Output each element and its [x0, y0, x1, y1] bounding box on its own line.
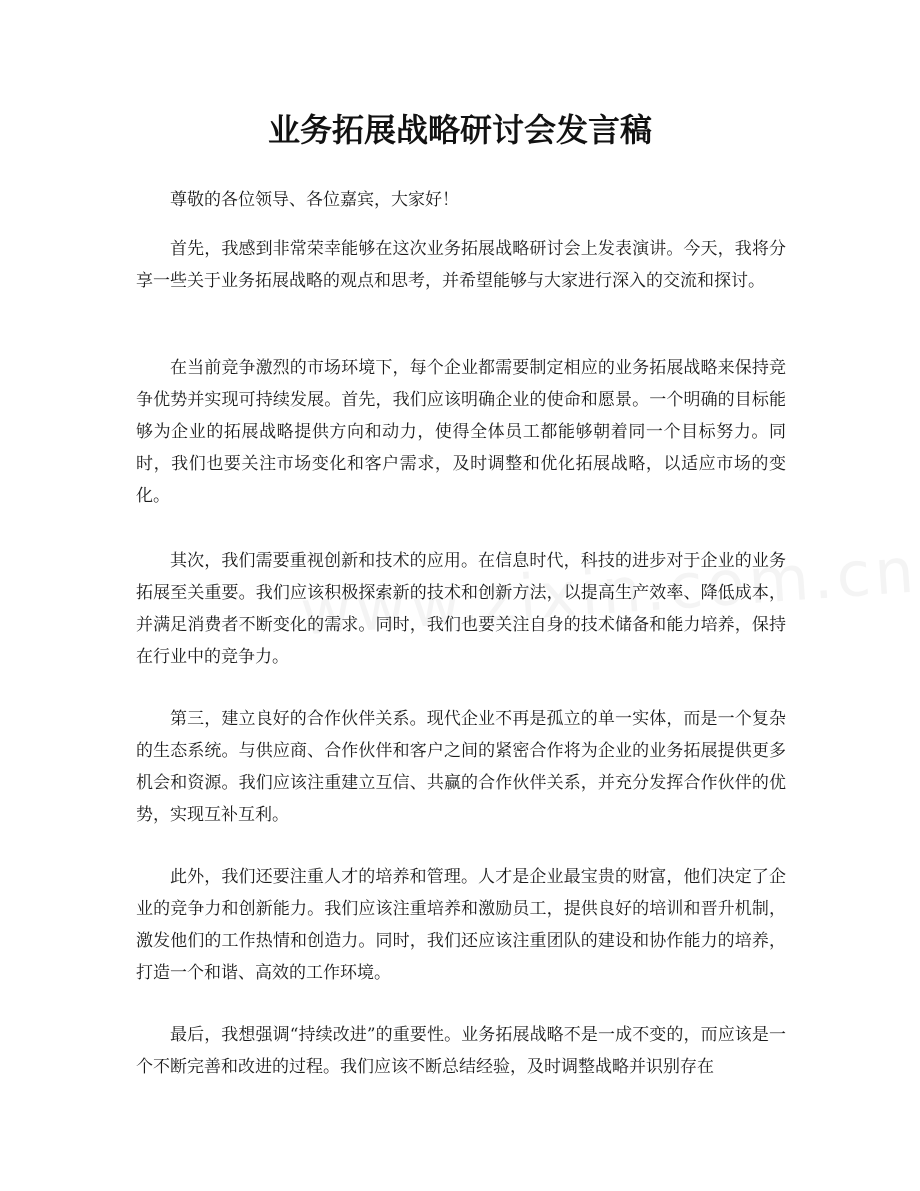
document-title: 业务拓展战略研讨会发言稿 [267, 111, 652, 149]
paragraph-2: 在当前竞争激烈的市场环境下，每个企业都需要制定相应的业务拓展战略来保持竞争优势并实现可持续发展。首先，我们应该明确企业的使命和愿景。一个明确的目标能够为企业的拓展战略提供方向和动力，使得全体员工都能够朝着同一个目标努力。同时，我们也要关注市场变化和客户需求，及时调整和优化拓展战略，以适应市场的变化。 [136, 358, 786, 506]
paragraph-4: 第三，建立良好的合作伙伴关系。现代企业不再是孤立的单一实体，而是一个复杂的生态系统。与供应商、合作伙伴和客户之间的紧密合作将为企业的业务拓展提供更多机会和资源。我们应该注重建立互信、共赢的合作伙伴关系，并充分发挥合作伙伴的优势，实现互补互利。 [136, 709, 786, 825]
paragraph-5: 此外，我们还要注重人才的培养和管理。人才是企业最宝贵的财富，他们决定了企业的竞争力和创新能力。我们应该注重培养和激励员工，提供良好的培训和晋升机制，激发他们的工作热情和创造力。同时，我们还应该注重团队的建设和协作能力的培养，打造一个和谐、高效的工作环境。 [136, 867, 786, 983]
paragraph-6: 最后，我想强调“持续改进”的重要性。业务拓展战略不是一成不变的，而应该是一个不断完善和改进的过程。我们应该不断总结经验，及时调整战略并识别存在 [136, 1025, 786, 1077]
greeting-paragraph: 尊敬的各位领导、各位嘉宾，大家好！ [170, 190, 459, 210]
paragraph-1: 首先，我感到非常荣幸能够在这次业务拓展战略研讨会上发表演讲。今天，我将分享一些关于业务拓展战略的观点和思考，并希望能够与大家进行深入的交流和探讨。 [136, 239, 786, 291]
paragraph-3: 其次，我们需要重视创新和技术的应用。在信息时代，科技的进步对于企业的业务拓展至关重要。我们应该积极探索新的技术和创新方法，以提高生产效率、降低成本，并满足消费者不断变化的需求。同时，我们也要关注自身的技术储备和能力培养，保持在行业中的竞争力。 [136, 551, 786, 667]
